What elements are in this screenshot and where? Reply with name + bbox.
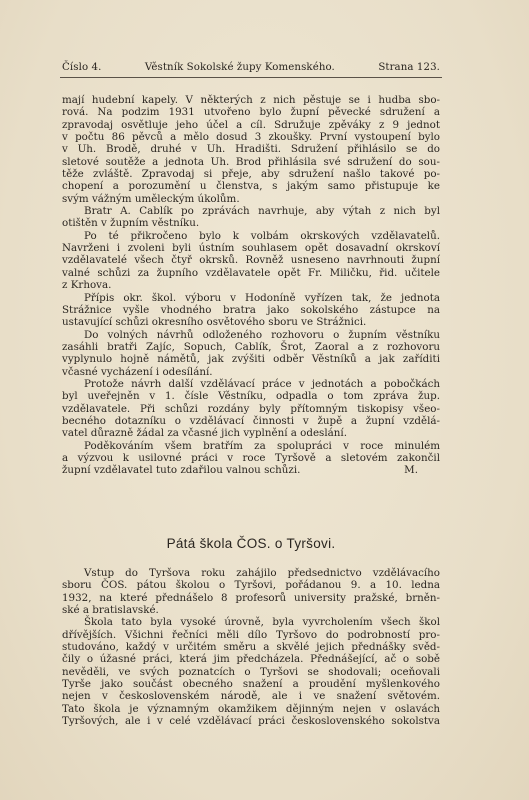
text-line: nevěděli, ve svých poznatcích o Tyršovi se shodovali; oceňovali: [62, 665, 440, 678]
text-line: valné schůzi za župního vzdělavatele opět Fr. Miličku, řid. učitele: [62, 266, 440, 279]
journal-title: Věstník Sokolské župy Komenského.: [144, 62, 335, 73]
header-rule: [60, 77, 442, 78]
closing-line: [62, 464, 440, 476]
text-line: Protože návrh další vzdělávací práce v jednotách a pobočkách: [84, 377, 440, 390]
text-line: sletové soutěže a jednota Uh. Brod přihlásila své sdružení do sou-: [62, 155, 440, 168]
page-number: Strana 123.: [378, 62, 440, 73]
text-line: studováno, každý v určitém směru a skvělé jejich přednášky svěd-: [62, 641, 440, 654]
text-line: nejen v československém národě, ale i ve snažení světovém.: [62, 690, 440, 703]
text-line: Tato škola je významným okamžikem dějinným nejen v oslavách: [62, 702, 440, 715]
text-line: vzdělavatelé všech čtyř okrsků. Rovněž usneseno navrhnouti župní: [62, 254, 440, 267]
text-line: 1932, na které přednášelo 8 profesorů university pražské, brněn-: [62, 591, 440, 604]
text-line: ské a bratislavské.: [62, 604, 159, 617]
text-line: dřívějších. Všichni řečníci měli dílo Tyršovo do podrobností pro-: [62, 628, 440, 641]
text-line: v počtu 86 pěvců a mělo dosud 3 zkoušky. První vystoupení bylo: [62, 131, 440, 144]
text-line: vzdělavatele. Při schůzi rozdány byly přítomným tiskopisy všeo-: [62, 402, 440, 415]
text-line: Strážnice vyšle vhodného bratra jako sokolského zástupce na: [62, 303, 440, 316]
text-line: otištěn v župním věstníku.: [62, 217, 200, 230]
text-line: těže zvláště. Zpravodaj si přeje, aby sdružení našlo takové po-: [62, 168, 440, 181]
text-line: vyplynulo hojně námětů, jak zvýšiti odběr Věstníků a jak zaříditi: [62, 353, 440, 366]
text-line: byl uveřejněn v 1. čísle Věstníku, odpadla o tom zpráva žup.: [62, 390, 440, 403]
author-signature: M.: [404, 464, 418, 477]
text-line: svým vážným uměleckým úkolům.: [62, 192, 240, 205]
text-line: Tyrše jako součást obecného snažení a proudění myšlenkového: [62, 678, 440, 691]
text-line: Poděkováním všem bratřím za spolupráci v roce minulém: [84, 439, 440, 452]
text-line: sboru ČOS. pátou školou o Tyršovi, pořádanou 9. a 10. ledna: [62, 579, 440, 592]
text-line: zpravodaj osvětluje jeho účel a cíl. Sdružuje zpěváky z 9 jednot: [62, 118, 440, 131]
text-line: čily o úžasné práci, která jim předcházela. Přednášející, ač o sobě: [62, 653, 440, 666]
text-line: Navrženi i zvoleni byli ústním souhlasem opět dosavadní okrskoví: [62, 242, 440, 255]
text-line: a výzvou k usilovné práci v roce Tyršově a sletovém zakončil: [62, 451, 440, 464]
text-line: zasáhli bratři Zajíc, Sopuch, Cablík, Šrot, Zaoral a z rozhovoru: [62, 340, 440, 353]
text-line: Škola tato byla vysoké úrovně, byla vyvrcholením všech škol: [84, 616, 440, 629]
text-line: becného dotazníku o vzdělávací činnosti v župě a župní vzdělá-: [62, 414, 440, 427]
text-line: Bratr A. Cablík po zprávách navrhuje, aby výtah z nich byl: [84, 205, 440, 218]
text-line: Přípis okr. škol. výboru v Hodoníně vyřízen tak, že jednota: [84, 291, 440, 304]
text-line: Po té přikročeno bylo k volbám okrskových vzdělavatelů.: [84, 229, 440, 242]
running-header: [62, 62, 440, 73]
article-title: Pátá škola ČOS. o Tyršovi.: [166, 536, 336, 551]
text-line: rová. Na podzim 1931 utvořeno bylo župní pěvecké sdružení a: [62, 106, 440, 119]
text-line: vatel důrazně žádal za včasné jich vyplnění a odeslání.: [62, 427, 347, 440]
text-line: Do volných návrhů odloženého rozhovoru o župním věstníku: [84, 328, 440, 341]
text-line: mají hudební kapely. V některých z nich pěstuje se i hudba sbo-: [62, 94, 440, 106]
text-line: Tyršových, ale i v celé vzdělávací práci československého sokolstva: [62, 715, 440, 728]
text-line: včasné vycházení i odesílání.: [62, 365, 213, 378]
issue-number: Číslo 4.: [62, 62, 102, 73]
text-line: Vstup do Tyršova roku zahájilo předsednictvo vzdělávacího: [84, 567, 440, 579]
text-line: ustavující schůzi okresního osvětového sboru ve Strážnici.: [62, 316, 367, 329]
text-line: chopení a porozumění u členstva, s jakým samo přistupuje ke: [62, 180, 440, 193]
text-line: z Krhova.: [62, 279, 112, 292]
text-line: v Uh. Brodě, druhé v Uh. Hradišti. Sdružení přihlásilo se do: [62, 143, 440, 156]
article-body: [62, 567, 440, 727]
report-body: [62, 94, 440, 477]
text-line: župní vzdělavatel tuto zdařilou valnou schůzi.: [62, 464, 301, 477]
